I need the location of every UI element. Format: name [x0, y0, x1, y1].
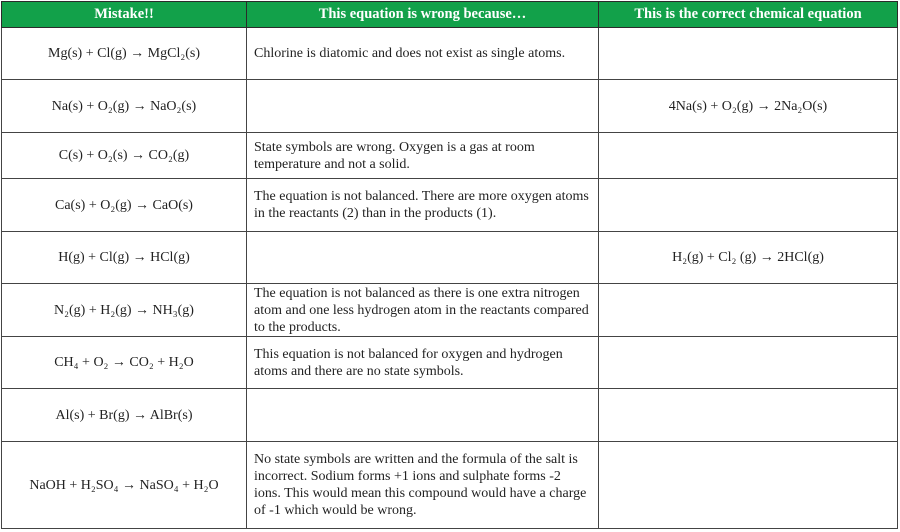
mistake-cell: H(g) + Cl(g) → HCl(g)	[2, 232, 247, 284]
mistake-cell: N₂(g) + H₂(g) → NH₃(g)	[2, 284, 247, 337]
header-mistake: Mistake!!	[2, 2, 247, 28]
reason-cell	[247, 389, 599, 442]
correct-cell	[599, 389, 898, 442]
table-row	[2, 284, 898, 337]
mistake-cell: CH₄ + O₂ → CO₂ + H₂O	[2, 337, 247, 389]
correct-cell	[599, 179, 898, 232]
correct-cell: H₂(g) + Cl₂ (g) → 2HCl(g)	[599, 232, 898, 284]
reason-cell: Chlorine is diatomic and does not exist as single atoms.	[247, 28, 599, 80]
chemical-equations-table	[1, 1, 898, 529]
correct-cell	[599, 442, 898, 529]
mistake-cell: Mg(s) + Cl(g) → MgCl₂(s)	[2, 28, 247, 80]
correct-cell	[599, 28, 898, 80]
table-row	[2, 389, 898, 442]
table-row	[2, 442, 898, 529]
correct-cell	[599, 133, 898, 179]
header-reason: This equation is wrong because…	[247, 2, 599, 28]
mistake-cell: Al(s) + Br(g) → AlBr(s)	[2, 389, 247, 442]
reason-cell	[247, 80, 599, 133]
mistake-cell: Na(s) + O₂(g) → NaO₂(s)	[2, 80, 247, 133]
reason-cell	[247, 232, 599, 284]
reason-cell: The equation is not balanced as there is one extra nitrogen atom and one less hydrogen atom in the reactants compared to the products.	[247, 284, 599, 337]
header-row	[2, 2, 898, 28]
mistake-cell: C(s) + O₂(s) → CO₂(g)	[2, 133, 247, 179]
table-row	[2, 28, 898, 80]
table-row	[2, 179, 898, 232]
correct-cell	[599, 337, 898, 389]
table-row	[2, 133, 898, 179]
correct-cell	[599, 284, 898, 337]
mistake-cell: NaOH + H₂SO₄ → NaSO₄ + H₂O	[2, 442, 247, 529]
reason-cell: State symbols are wrong. Oxygen is a gas at room temperature and not a solid.	[247, 133, 599, 179]
correct-cell: 4Na(s) + O₂(g) → 2Na₂O(s)	[599, 80, 898, 133]
header-correct: This is the correct chemical equation	[599, 2, 898, 28]
reason-cell: The equation is not balanced. There are more oxygen atoms in the reactants (2) than in the products (1).	[247, 179, 599, 232]
table-row	[2, 337, 898, 389]
reason-cell: This equation is not balanced for oxygen and hydrogen atoms and there are no state symbols.	[247, 337, 599, 389]
table-row	[2, 80, 898, 133]
reason-cell: No state symbols are written and the formula of the salt is incorrect. Sodium forms +1 ions and sulphate forms -2 ions. This would mean this compound would have a charge of -1 which would be wrong.	[247, 442, 599, 529]
mistake-cell: Ca(s) + O₂(g) → CaO(s)	[2, 179, 247, 232]
table-row	[2, 232, 898, 284]
